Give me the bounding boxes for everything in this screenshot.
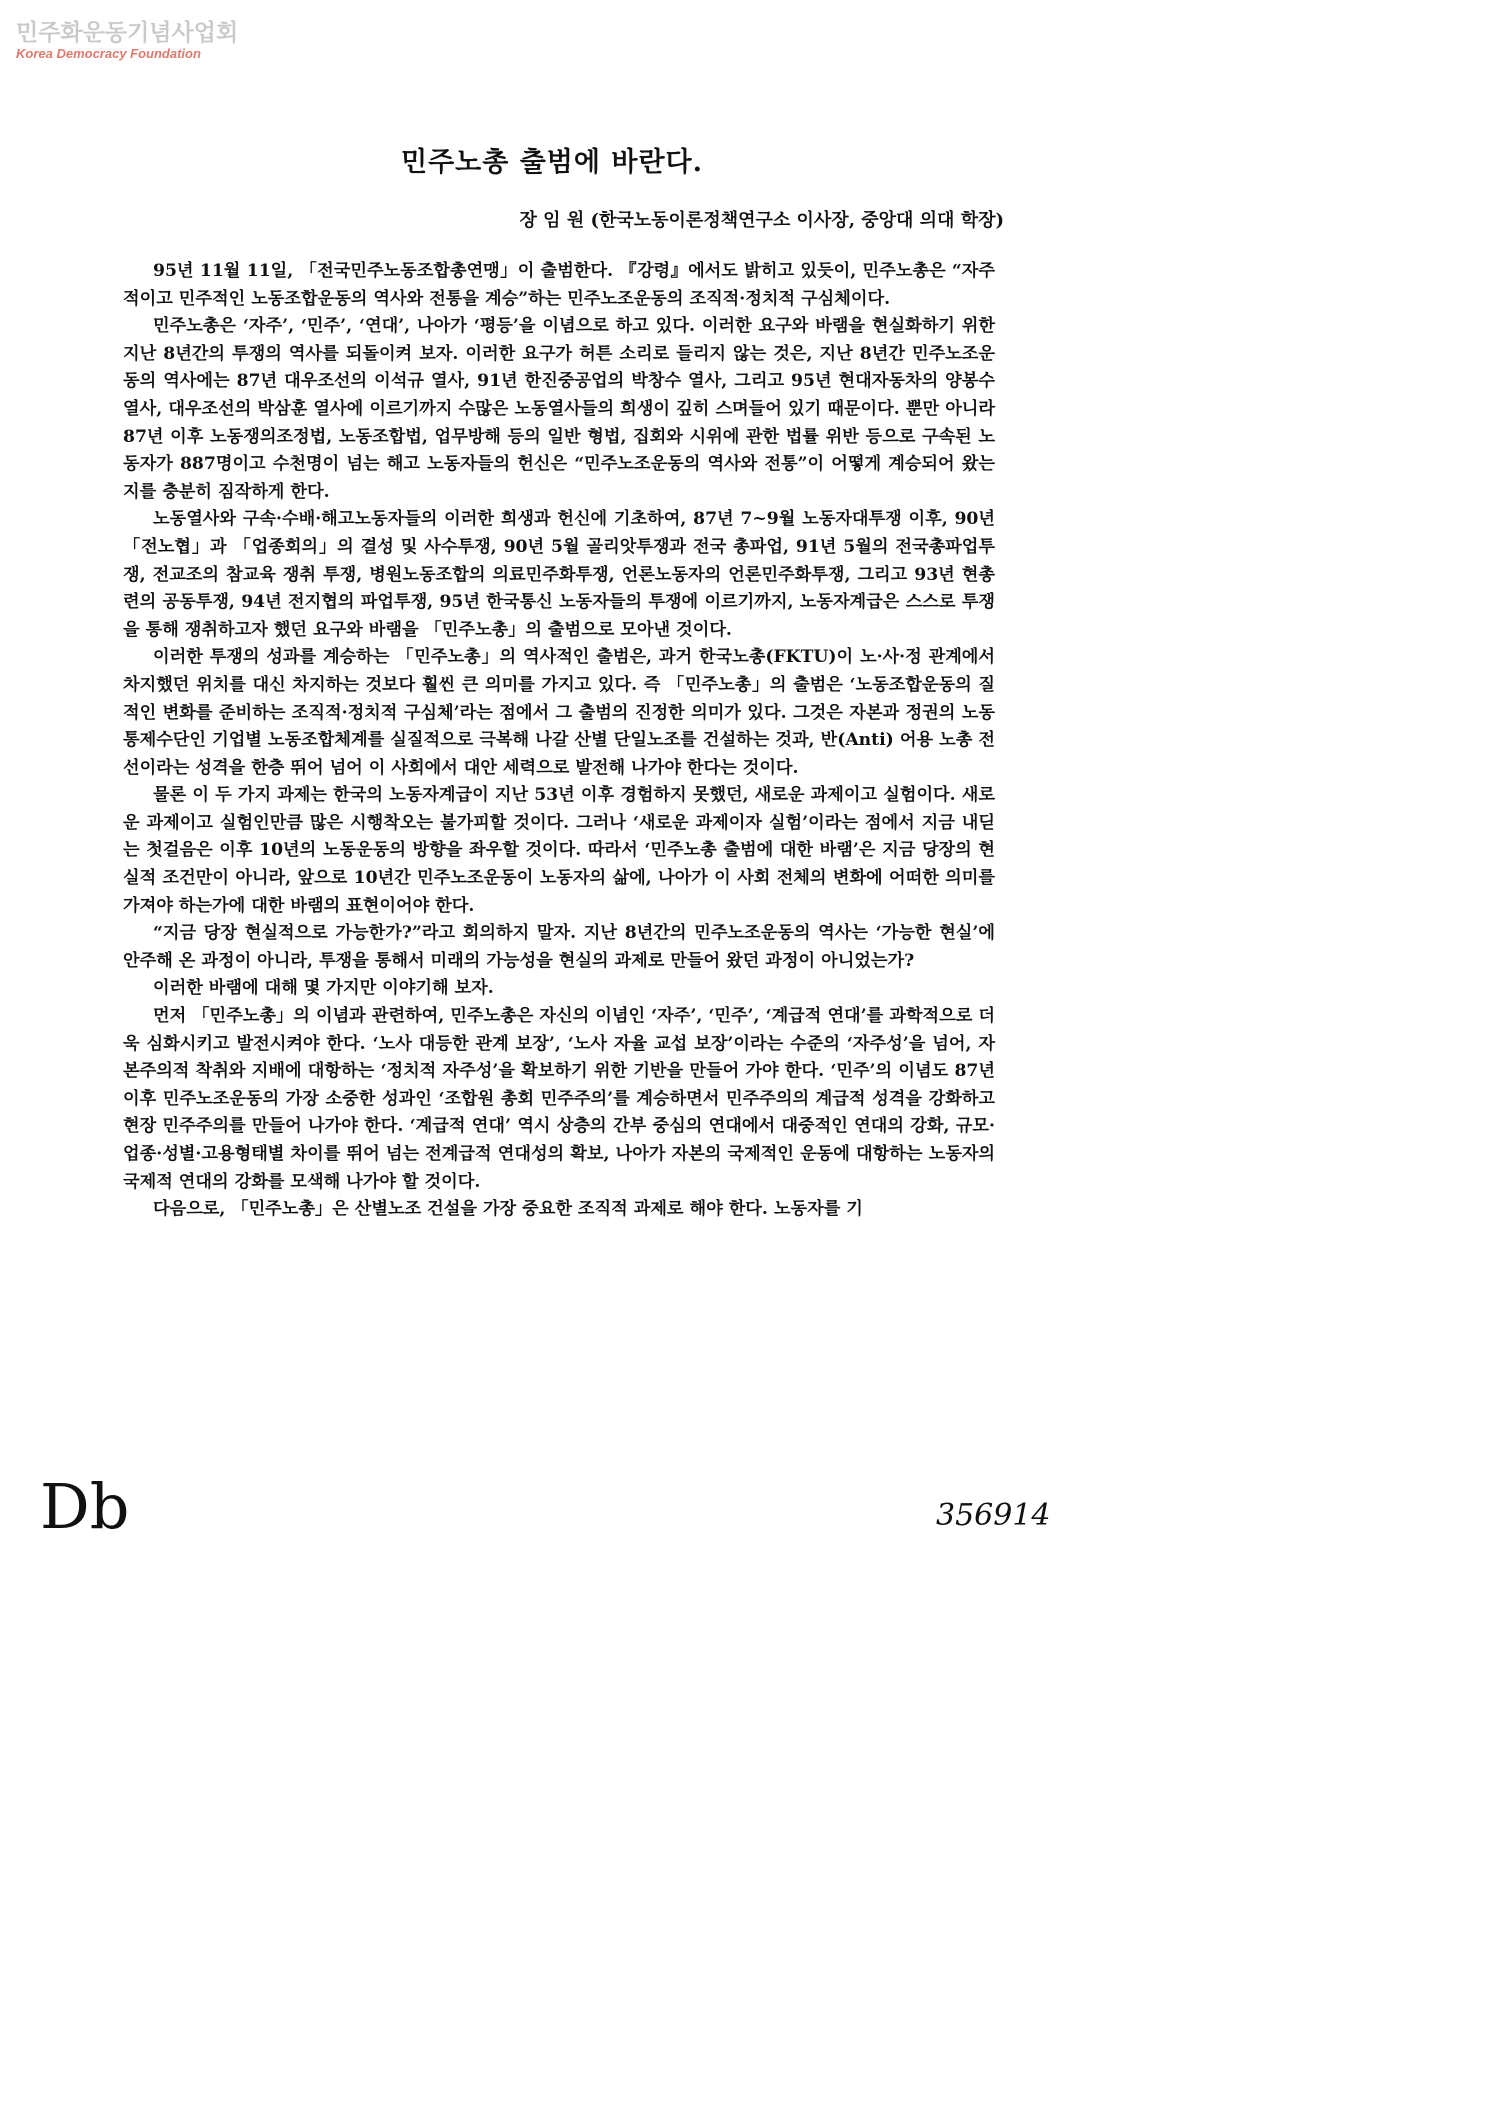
document-title: 민주노총 출범에 바란다. bbox=[400, 147, 704, 178]
watermark-korean: 민주화운동기념사업회 bbox=[16, 20, 239, 46]
paragraph: 이러한 투쟁의 성과를 계승하는 「민주노총」의 역사적인 출범은, 과거 한국노총(FKTU)이 노·사·정 관계에서 차지했던 위치를 대신 차지하는 것보다 훨씬 큰 의미를 가지고 있다. 즉 「민주노총」의 출범은 ‘노동조합운동의 질적인 변화를 준비하는 조직적·정치적 구심체’라는 점에서 그 출범의 진정한 의미가 있다. 그것은 자본과 정권의 노동통제수단인 기업별 노동조합체계를 실질적으로 극복해 나갈 산별 단일노조를 건설하는 것과, 반(Anti) 어용 노총 전선이라는 성격을 한층 뛰어 넘어 이 사회에서 대안 세력으로 발전해 나가야 한다는 것이다. bbox=[123, 647, 995, 778]
paragraph: 먼저 「민주노총」의 이념과 관련하여, 민주노총은 자신의 이념인 ‘자주’, ‘민주’, ‘계급적 연대’를 과학적으로 더욱 심화시키고 발전시켜야 한다. ‘노사 대등한 관계 보장’, ‘노사 자율 교섭 보장’이라는 수준의 ‘자주성’을 넘어, 자본주의적 착취와 지배에 대항하는 ‘정치적 자주성’을 확보하기 위한 기반을 만들어 가야 한다. ‘민주’의 이념도 87년 이후 민주노조운동의 가장 소중한 성과인 ‘조합원 총회 민주주의’를 계승하면서 민주주의의 계급적 성격을 강화하고 현장 민주주의를 만들어 나가야 한다. ‘계급적 연대’ 역시 상층의 간부 중심의 연대에서 대중적인 연대의 강화, 규모·업종·성별·고용형태별 차이를 뛰어 넘는 전계급적 연대성의 확보, 나아가 자본의 국제적인 운동에 대항하는 노동자의 국제적 연대의 강화를 모색해 나가야 할 것이다. bbox=[123, 1006, 995, 1192]
paragraph: 민주노총은 ‘자주’, ‘민주’, ‘연대’, 나아가 ‘평등’을 이념으로 하고 있다. 이러한 요구와 바램을 현실화하기 위한 지난 8년간의 투쟁의 역사를 되돌이켜 보자. 이러한 요구가 허튼 소리로 들리지 않는 것은, 지난 8년간 민주노조운동의 역사에는 87년 대우조선의 이석규 열사, 91년 한진중공업의 박창수 열사, 그리고 95년 현대자동차의 양봉수 열사, 대우조선의 박삼훈 열사에 이르기까지 수많은 노동열사들의 희생이 깊히 스며들어 있기 때문이다. 뿐만 아니라 87년 이후 노동쟁의조정법, 노동조합법, 업무방해 등의 일반 형법, 집회와 시위에 관한 법률 위반 등으로 구속된 노동자가 887명이고 수천명이 넘는 해고 노동자들의 헌신은 “민주노조운동의 역사와 전통”이 어떻게 계승되어 왔는지를 충분히 짐작하게 한다. bbox=[123, 316, 995, 502]
paragraph: 물론 이 두 가지 과제는 한국의 노동자계급이 지난 53년 이후 경험하지 못했던, 새로운 과제이고 실험이다. 새로운 과제이고 실험인만큼 많은 시행착오는 불가피할 것이다. 그러나 ‘새로운 과제이자 실험’이라는 점에서 지금 내딛는 첫걸음은 이후 10년의 노동운동의 방향을 좌우할 것이다. 따라서 ‘민주노총 출범에 대한 바램’은 지금 당장의 현실적 조건만이 아니라, 앞으로 10년간 민주노조운동이 노동자의 삶에, 나아가 이 사회 전체의 변화에 어떠한 의미를 가져야 하는가에 대한 바램의 표현이어야 한다. bbox=[123, 785, 995, 916]
paragraph: “지금 당장 현실적으로 가능한가?”라고 회의하지 말자. 지난 8년간의 민주노조운동의 역사는 ‘가능한 현실’에 안주해 온 과정이 아니라, 투쟁을 통해서 미래의 가능성을 현실의 과제로 만들어 왔던 과정이 아니었는가? bbox=[123, 923, 995, 971]
handwritten-mark: Db bbox=[40, 1470, 130, 1543]
paragraph: 95년 11월 11일, 「전국민주노동조합총연맹」이 출범한다. 『강령』에서도 밝히고 있듯이, 민주노총은 “자주적이고 민주적인 노동조합운동의 역사와 전통을 계승”하는 민주노조운동의 조직적·정치적 구심체이다. bbox=[123, 261, 995, 309]
author-line: 장 임 원 (한국노동이론정책연구소 이사장, 중앙대 의대 학장) bbox=[519, 210, 1004, 231]
paragraph: 다음으로, 「민주노총」은 산별노조 건설을 가장 중요한 조직적 과제로 해야 한다. 노동자를 기 bbox=[153, 1199, 863, 1220]
document-body bbox=[123, 258, 995, 1224]
handwritten-document-number: 356914 bbox=[936, 1498, 1051, 1533]
paragraph: 이러한 바램에 대해 몇 가지만 이야기해 보자. bbox=[153, 978, 494, 999]
watermark-english: Korea Democracy Foundation bbox=[16, 46, 201, 61]
paragraph: 노동열사와 구속·수배·해고노동자들의 이러한 희생과 헌신에 기초하여, 87년 7~9월 노동자대투쟁 이후, 90년 「전노협」과 「업종회의」의 결성 및 사수투쟁, 90년 5월 골리앗투쟁과 전국 총파업, 91년 5월의 전국총파업투쟁, 전교조의 참교육 쟁취 투쟁, 병원노동조합의 의료민주화투쟁, 언론노동자의 언론민주화투쟁, 그리고 93년 현총련의 공동투쟁, 94년 전지협의 파업투쟁, 95년 한국통신 노동자들의 투쟁에 이르기까지, 노동자계급은 스스로 투쟁을 통해 쟁취하고자 했던 요구와 바램을 「민주노총」의 출범으로 모아낸 것이다. bbox=[123, 509, 995, 640]
